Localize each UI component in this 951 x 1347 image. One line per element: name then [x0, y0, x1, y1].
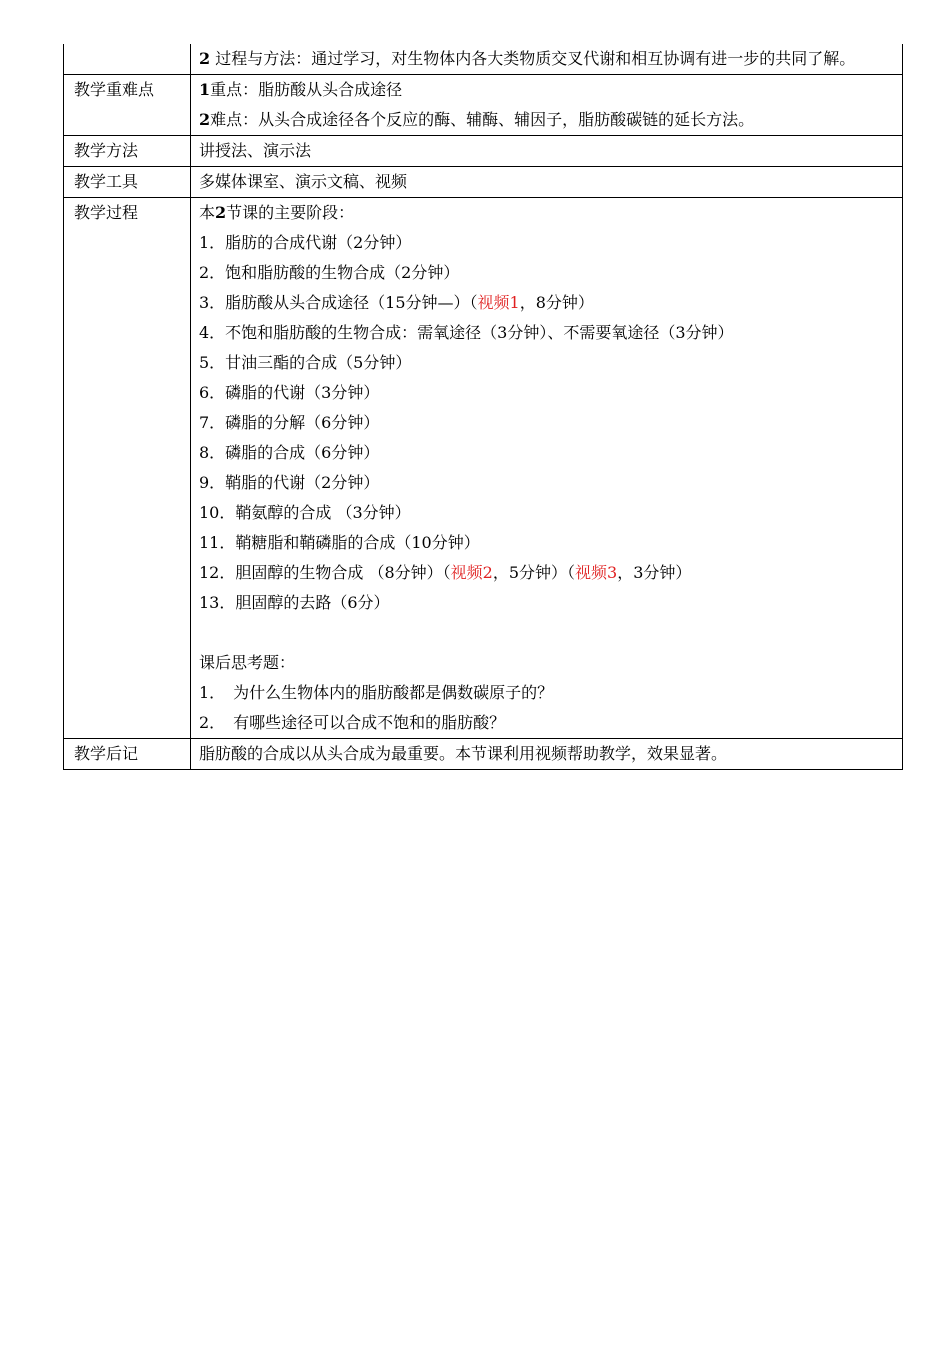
- process-item: 4．不饱和脂肪酸的生物合成：需氧途径（3分钟）、不需要氧途径（3分钟）: [199, 323, 734, 342]
- video-link-2[interactable]: 视频2: [450, 563, 493, 582]
- key-point-line: 1重点：脂肪酸从头合成途径: [199, 80, 403, 99]
- key-points-label: 教学重难点: [64, 75, 191, 136]
- process-row: [64, 198, 903, 739]
- question-item: 2． 有哪些途径可以合成不饱和的脂肪酸？: [199, 713, 506, 732]
- process-item: 12．胆固醇的生物合成 （8分钟）（视频2，5分钟）（视频3，3分钟）: [199, 563, 692, 582]
- objective-process-method: 2 过程与方法：通过学习，对生物体内各大类物质交叉代谢和相互协调有进一步的共同了解。: [199, 49, 856, 68]
- process-item: 3．脂肪酸从头合成途径（15分钟—）（视频1，8分钟）: [199, 293, 594, 312]
- postscript-value: 脂肪酸的合成以从头合成为最重要。本节课利用视频帮助教学，效果显著。: [191, 739, 903, 770]
- lesson-plan-table: [63, 44, 903, 770]
- key-points-row: [64, 75, 903, 136]
- objective-content-cell: [191, 44, 903, 75]
- process-intro: 本2节课的主要阶段：: [199, 203, 355, 222]
- process-content: [191, 198, 903, 739]
- process-item: 2．饱和脂肪酸的生物合成（2分钟）: [199, 263, 460, 282]
- method-value: 讲授法、演示法: [191, 136, 903, 167]
- video-link-1[interactable]: 视频1: [477, 293, 520, 312]
- questions-title: 课后思考题：: [199, 653, 296, 672]
- tools-row: [64, 167, 903, 198]
- postscript-row: [64, 739, 903, 770]
- objective-row: [64, 44, 903, 75]
- process-item: 9．鞘脂的代谢（2分钟）: [199, 473, 380, 492]
- process-item: 13．胆固醇的去路（6分）: [199, 593, 390, 612]
- process-item: 8．磷脂的合成（6分钟）: [199, 443, 380, 462]
- method-row: [64, 136, 903, 167]
- question-item: 1． 为什么生物体内的脂肪酸都是偶数碳原子的？: [199, 683, 554, 702]
- spacer: [199, 618, 894, 648]
- difficult-point-line: 2难点：从头合成途径各个反应的酶、辅酶、辅因子，脂肪酸碳链的延长方法。: [199, 110, 755, 129]
- key-points-content: [191, 75, 903, 136]
- process-label: 教学过程: [64, 198, 191, 739]
- process-item: 1．脂肪的合成代谢（2分钟）: [199, 233, 412, 252]
- video-link-3[interactable]: 视频3: [575, 563, 618, 582]
- tools-value: 多媒体课室、演示文稿、视频: [191, 167, 903, 198]
- process-item: 11．鞘糖脂和鞘磷脂的合成（10分钟）: [199, 533, 480, 552]
- postscript-label: 教学后记: [64, 739, 191, 770]
- objective-label-cell: [64, 44, 191, 75]
- process-item: 6．磷脂的代谢（3分钟）: [199, 383, 380, 402]
- process-item: 10．鞘氨醇的合成 （3分钟）: [199, 503, 411, 522]
- process-item: 5．甘油三酯的合成（5分钟）: [199, 353, 412, 372]
- method-label: 教学方法: [64, 136, 191, 167]
- tools-label: 教学工具: [64, 167, 191, 198]
- process-item: 7．磷脂的分解（6分钟）: [199, 413, 380, 432]
